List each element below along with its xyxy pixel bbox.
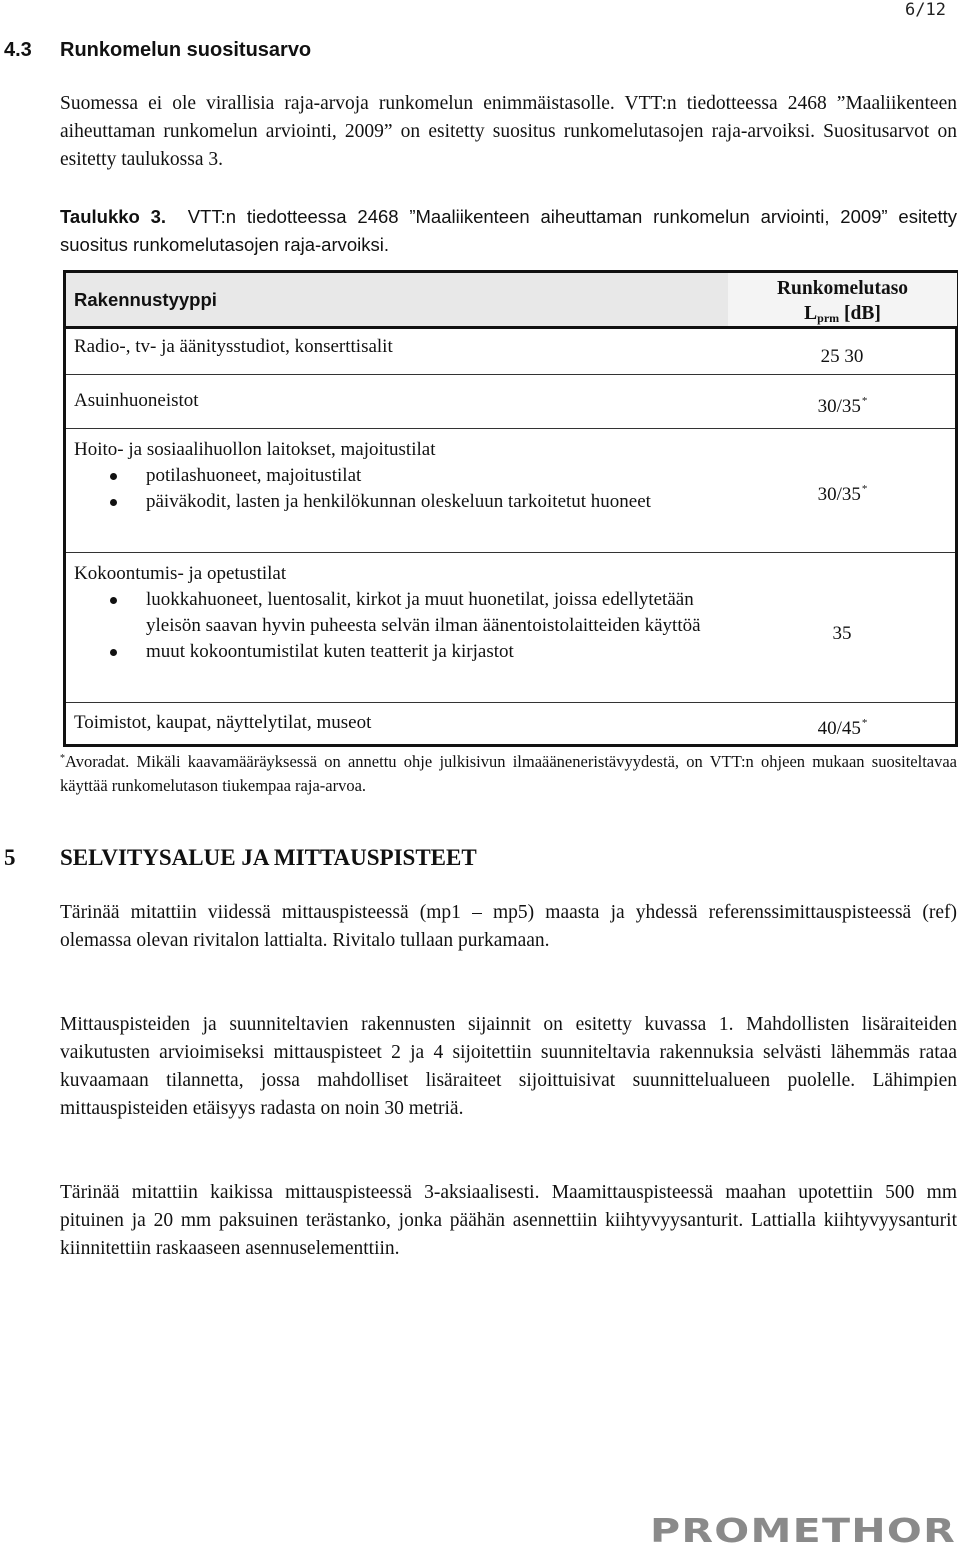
header-noise-level-unit: $L_{prm}$ [dB]: [804, 303, 881, 325]
table-footnote: [60, 747, 957, 798]
list-item: muut kokoontumistilat kuten teatterit ja kirjastot: [74, 639, 724, 665]
section-5-number: 5: [4, 845, 16, 870]
row-limit-value: 35: [832, 623, 852, 644]
section-4-3-number: 4.3: [4, 39, 32, 61]
row-limit-value: 40/45*: [817, 717, 868, 739]
row-building-type: [74, 437, 724, 515]
logo-text: PROMETHOR: [650, 1511, 956, 1546]
table-header: [66, 273, 955, 329]
header-noise-level: [728, 273, 957, 326]
body-paragraph: Tärinää mitattiin kaikissa mittauspisteessä 3-aksiaalisesti. Maamittauspisteessä maahan upotettiin 500 mm pituinen ja 20 mm paksuinen terästanko, jonka päähän asennettiin kiihtyvyysanturit. Lattialla kiihtyvyysanturit kiinnitettiin raskaaseen asennuselementtiin.: [60, 1182, 957, 1259]
intro-paragraph: Suomessa ei ole virallisia raja-arvoja runkomelun enimmäistasolle. VTT:n tiedotteessa 2468 ”Maaliikenteen aiheuttaman runkomelun arviointi, 2009” on esitetty suositus runkomelutasojen raja-arvoiksi. Suositusarvot on esitetty taulukossa 3.: [60, 93, 957, 170]
row-limit-value: 30/35*: [817, 395, 868, 417]
row-building-type-title: Hoito- ja sosiaalihuollon laitokset, majoitustilat: [74, 439, 436, 460]
limit-values-table: [63, 270, 958, 747]
table-row: [66, 429, 955, 553]
table-row: [66, 703, 955, 744]
list-item: luokkahuoneet, luentosalit, kirkot ja muut huonetilat, joissa edellytetään yleisön saavan hyvin puheesta selvän ilman äänentoistolaitteiden käyttöä: [74, 587, 724, 639]
header-noise-level-title: Runkomelutaso: [776, 278, 909, 299]
section-5-title: SELVITYSALUE JA MITTAUSPISTEET: [60, 845, 477, 870]
row-building-type: Toimistot, kaupat, näyttelytilat, museot: [74, 712, 372, 733]
footnote-mark: *: [60, 753, 65, 764]
list-item: potilashuoneet, majoitustilat: [74, 463, 724, 489]
body-paragraph: Mittauspisteiden ja suunniteltavien rakennusten sijainnit on esitetty kuvassa 1. Mahdollisten lisäraiteiden vaikutusten arvioimiseksi mittauspisteet 2 ja 4 sijoitettiin suunniteltavia rakennuksia selvästi lähemmäs rataa kuvaamaan tilannetta, jossa mahdolliset lisäraiteet sijoittuisivat suunnittelualueen puolelle. Lähimpien mittauspisteiden etäisyys radasta on noin 30 metriä.: [60, 1014, 957, 1119]
body-paragraph: Tärinää mitattiin viidessä mittauspisteessä (mp1 – mp5) maasta ja yhdessä referenssimittauspisteessä (ref) olemassa olevan rivitalon lattialta. Rivitalo tullaan purkamaan.: [60, 902, 957, 951]
row-bullet-list: [74, 463, 724, 515]
section-4-3-title: Runkomelun suositusarvo: [60, 39, 312, 61]
row-bullet-list: [74, 587, 724, 665]
table-caption-label: Taulukko 3.: [60, 206, 167, 227]
table-caption: [60, 203, 957, 259]
section-5-heading: [4, 845, 477, 871]
row-limit-value: 25 30: [820, 346, 864, 367]
row-building-type: Radio-, tv- ja äänitysstudiot, konserttisalit: [74, 336, 393, 357]
row-building-type-title: Kokoontumis- ja opetustilat: [74, 563, 287, 584]
row-building-type: [74, 561, 724, 665]
table-caption-text: VTT:n tiedotteessa 2468 ”Maaliikenteen aiheuttaman runkomelun arviointi, 2009” esitetty suositus runkomelutasojen raja-arvoiksi.: [60, 206, 958, 255]
table-row: [66, 326, 955, 375]
row-building-type: Asuinhuoneistot: [74, 390, 199, 411]
header-building-type: Rakennustyyppi: [74, 289, 217, 310]
section-4-3-heading: [4, 39, 311, 62]
footnote-text: Avoradat. Mikäli kaavamääräyksessä on annettu ohje julkisivun ilmaääneneristävyydestä, on VTT:n ohjeen mukaan suositeltavaa käyttää runkomelutason tiukempaa raja-arvoa.: [60, 752, 957, 795]
table-row: [66, 553, 955, 703]
promethor-logo: [650, 1510, 958, 1546]
row-limit-value: 30/35*: [817, 483, 868, 505]
list-item: päiväkodit, lasten ja henkilökunnan oleskeluun tarkoitetut huoneet: [74, 489, 724, 515]
table-row: [66, 375, 955, 429]
page-number: 6/12: [905, 0, 946, 20]
